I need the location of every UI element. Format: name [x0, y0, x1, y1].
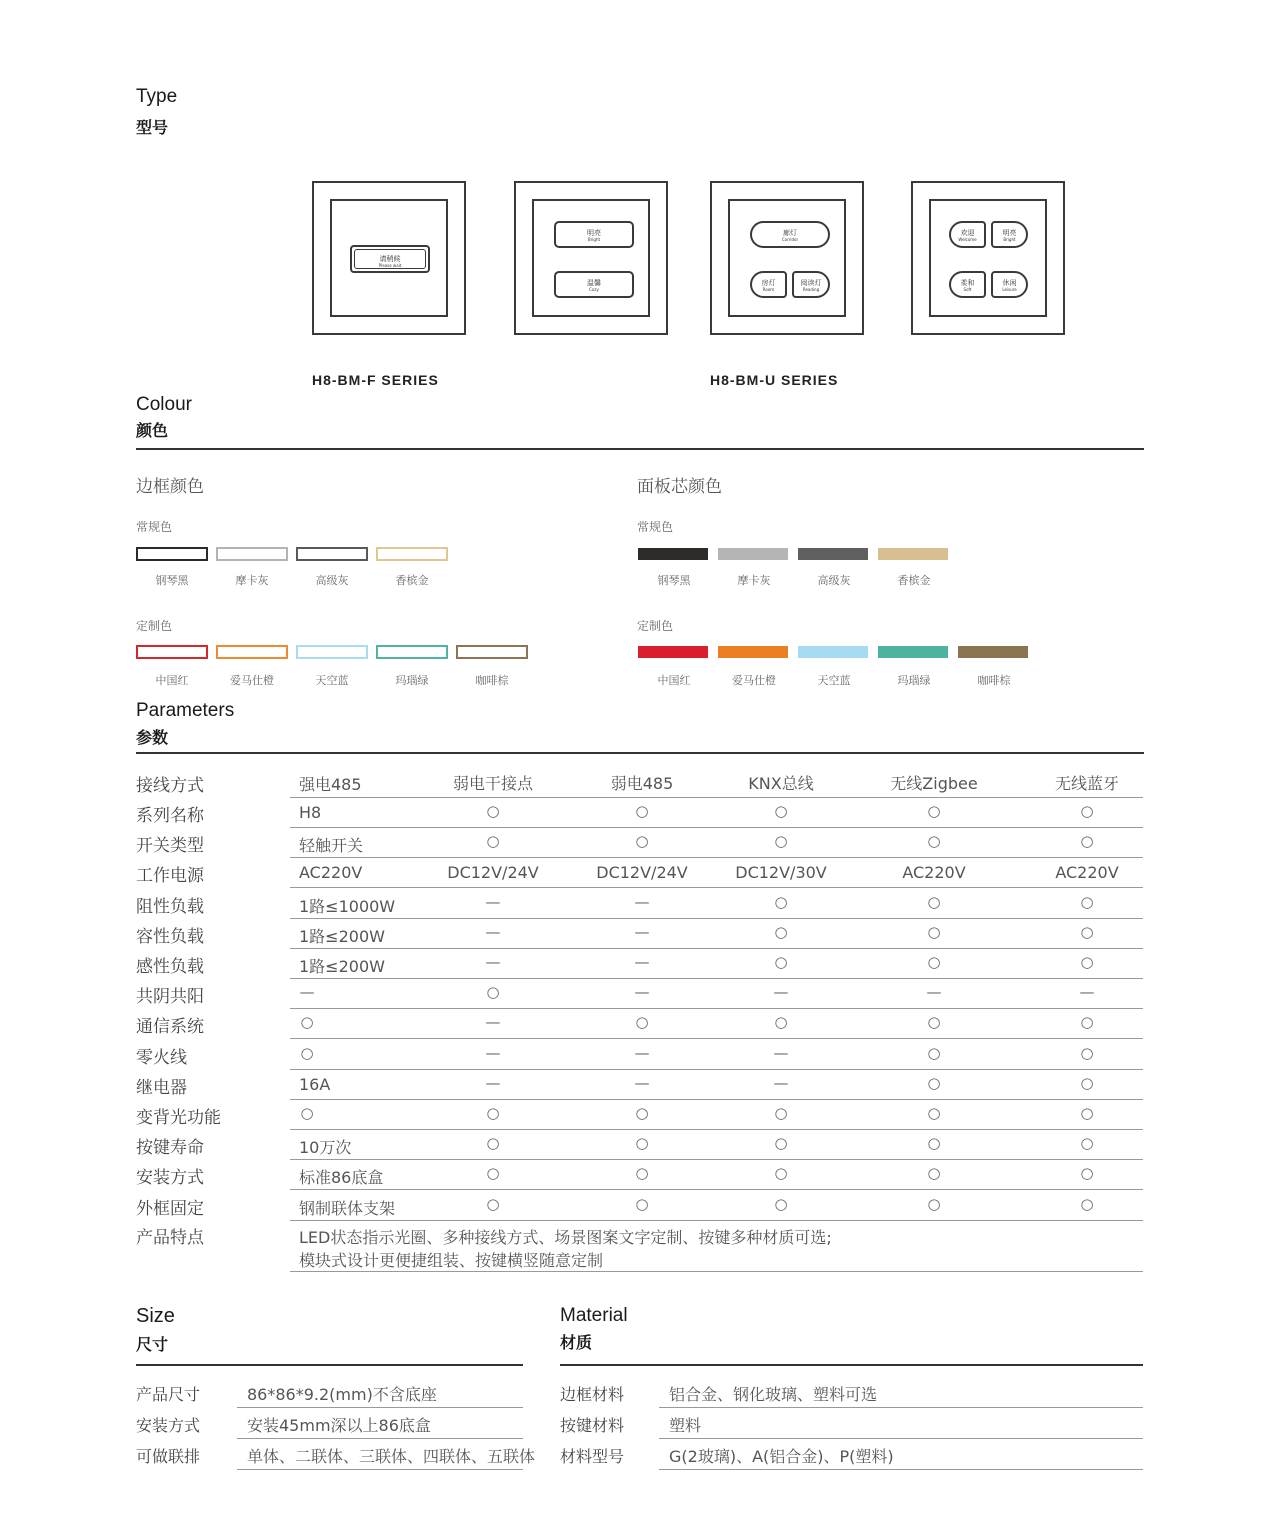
core-colour-swatch	[798, 646, 868, 658]
colour-name: 摩卡灰	[235, 574, 269, 587]
param-cell-mark: —	[634, 1043, 650, 1062]
frame-colour-swatch	[216, 645, 288, 659]
param-cell-mark: ○	[486, 1134, 500, 1153]
param-cell-mark: ○	[1080, 802, 1094, 820]
colour-name: 香槟金	[395, 574, 429, 587]
panel-key	[792, 271, 830, 298]
key-label-cn: 休闲	[1002, 279, 1017, 287]
core-colour-swatch	[638, 646, 708, 658]
param-cell: 标准86底盒	[299, 1168, 384, 1188]
size-divider	[136, 1364, 523, 1366]
param-row-divider	[290, 1069, 1143, 1070]
param-cell-mark: ○	[927, 1104, 941, 1122]
param-cell-mark: ○	[1080, 832, 1094, 851]
features-line-2: 模块式设计更便捷组装、按键横竖随意定制	[299, 1251, 604, 1270]
key-label-cn: 阅读灯	[800, 279, 822, 287]
param-row-label: 工作电源	[136, 866, 204, 887]
param-cell-mark: ○	[1080, 1043, 1094, 1062]
colour-title-cn: 颜色	[136, 421, 169, 440]
param-cell-mark: —	[485, 1073, 501, 1092]
param-cell: AC220V	[1055, 863, 1119, 883]
param-cell: 轻触开关	[299, 836, 364, 856]
param-cell: 10万次	[299, 1138, 352, 1158]
key-label-en: Please wait	[378, 263, 402, 268]
core-custom-label: 定制色	[637, 619, 674, 633]
series-f-label: H8-BM-F SERIES	[312, 372, 439, 388]
colour-name: 摩卡灰	[737, 574, 771, 587]
param-cell-mark: ○	[927, 1013, 941, 1032]
panel-two-keys	[514, 181, 668, 335]
param-row-divider	[290, 1038, 1143, 1039]
param-cell-mark: ○	[635, 832, 649, 851]
spec-label: 按键材料	[560, 1416, 625, 1435]
param-cell-mark: ○	[486, 1104, 500, 1122]
param-cell-mark: ○	[927, 1164, 941, 1183]
spec-value: 塑料	[669, 1416, 702, 1435]
core-colour-swatch	[718, 548, 788, 560]
param-cell-mark: —	[485, 1013, 501, 1032]
param-cell-mark: ○	[1080, 1194, 1094, 1213]
material-title-cn: 材质	[560, 1333, 593, 1352]
param-cell-mark: ○	[635, 1104, 649, 1122]
frame-colour-swatch	[296, 645, 368, 659]
param-cell-mark: —	[926, 983, 942, 1002]
param-cell-mark: ○	[1080, 922, 1094, 941]
param-cell-mark: ○	[1080, 892, 1094, 911]
key-label-cn: 欢迎	[960, 229, 975, 237]
param-cell-mark: ○	[300, 1013, 314, 1032]
param-row-label: 通信系统	[136, 1017, 204, 1038]
param-cell-mark: —	[773, 983, 789, 1002]
key-label-en: Cozy	[589, 287, 599, 292]
param-cell-mark: ○	[927, 1073, 941, 1092]
param-cell: DC12V/24V	[596, 863, 688, 883]
core-colour-swatch	[878, 548, 948, 560]
colour-name: 爱马仕橙	[230, 674, 274, 687]
param-cell-mark: ○	[927, 922, 941, 941]
param-cell-mark: ○	[927, 953, 941, 971]
param-cell-mark: ○	[635, 1134, 649, 1153]
panel-key	[949, 221, 986, 248]
spec-label: 产品尺寸	[136, 1385, 201, 1404]
param-row-label: 感性负载	[136, 957, 204, 977]
param-cell-mark: ○	[774, 892, 788, 911]
spec-value: G(2玻璃)、A(铝合金)、P(塑料)	[669, 1447, 894, 1466]
spec-row-divider	[659, 1469, 1143, 1470]
param-cell-mark: ○	[486, 1194, 500, 1213]
param-cell-mark: —	[485, 892, 501, 911]
param-cell-mark: —	[773, 1043, 789, 1062]
core-colour-swatch	[958, 646, 1028, 658]
param-cell-mark: —	[634, 892, 650, 911]
param-row-divider	[290, 797, 1143, 798]
size-title-en: Size	[136, 1305, 175, 1327]
colour-name: 钢琴黑	[657, 574, 691, 587]
param-cell-mark: ○	[774, 832, 788, 851]
frame-colour-swatch	[136, 547, 208, 561]
key-label-en: Corridor	[781, 237, 799, 242]
type-title-cn: 型号	[136, 118, 169, 137]
core-colour-heading: 面板芯颜色	[637, 477, 722, 497]
panel-key	[991, 271, 1028, 298]
param-cell-mark: ○	[927, 1194, 941, 1213]
colour-name: 咖啡棕	[475, 674, 509, 687]
key-label-en: Room	[762, 287, 775, 292]
spec-row-divider	[659, 1407, 1143, 1408]
spec-value: 铝合金、钢化玻璃、塑料可选	[669, 1385, 878, 1404]
colour-name: 玛瑙绿	[395, 674, 429, 687]
param-row-divider	[290, 1008, 1143, 1009]
colour-name: 咖啡棕	[977, 674, 1011, 687]
key-label-cn: 房灯	[761, 279, 776, 287]
spec-row-divider	[659, 1438, 1143, 1439]
param-column-header: 无线蓝牙	[1054, 774, 1119, 793]
panel-key	[949, 271, 986, 298]
key-label-cn: 廊灯	[783, 229, 797, 237]
frame-regular-label: 常规色	[136, 520, 173, 534]
frame-colour-swatch	[216, 547, 288, 561]
param-cell-mark: ○	[774, 1013, 788, 1032]
param-cell: AC220V	[299, 863, 363, 883]
frame-colour-swatch	[376, 547, 448, 561]
param-cell: H8	[299, 803, 322, 822]
param-row-label: 继电器	[136, 1077, 187, 1098]
param-cell-mark: —	[634, 983, 650, 1002]
param-cell-mark: —	[773, 1073, 789, 1092]
spec-label: 边框材料	[560, 1385, 625, 1404]
param-column-header: 弱电485	[610, 774, 674, 793]
param-cell-mark: —	[485, 922, 501, 941]
panel-key	[554, 221, 634, 248]
key-label-en: Reading	[802, 287, 820, 292]
param-row-divider	[290, 1129, 1143, 1130]
panel-key	[350, 245, 430, 273]
param-cell-mark: ○	[1080, 953, 1094, 971]
param-row-label: 变背光功能	[136, 1108, 221, 1128]
param-cell-mark: ○	[1080, 1013, 1094, 1032]
frame-colour-swatch	[296, 547, 368, 561]
param-cell-mark: ○	[774, 802, 788, 820]
type-title-en: Type	[136, 86, 178, 107]
frame-colour-heading: 边框颜色	[136, 477, 204, 497]
param-cell: 1路≤200W	[299, 926, 385, 946]
frame-custom-label: 定制色	[136, 619, 173, 633]
frame-colour-swatch	[136, 645, 208, 659]
param-cell-mark: ○	[1080, 1073, 1094, 1092]
key-label-en: Bright	[587, 237, 601, 242]
key-label-en: Soft	[963, 287, 972, 292]
core-colour-swatch	[798, 548, 868, 560]
key-label-en: Welcome	[958, 237, 977, 242]
param-cell-mark: ○	[486, 832, 500, 851]
core-colour-swatch	[718, 646, 788, 658]
param-row-label: 安装方式	[136, 1168, 204, 1189]
colour-name: 中国红	[657, 674, 691, 687]
param-row-divider	[290, 1159, 1143, 1160]
param-cell-mark: ○	[774, 1164, 788, 1183]
param-cell-mark: ○	[774, 922, 788, 941]
param-cell-mark: ○	[486, 802, 500, 820]
param-header-label: 接线方式	[136, 776, 204, 796]
colour-name: 天空蓝	[817, 674, 851, 687]
parameters-title-en: Parameters	[136, 700, 235, 721]
key-label-cn: 柔和	[960, 279, 975, 287]
param-row-label: 开关类型	[136, 836, 204, 857]
param-cell-mark: ○	[1080, 1164, 1094, 1183]
param-cell-mark: ○	[486, 1164, 500, 1183]
param-cell-mark: ○	[774, 1104, 788, 1122]
colour-name: 高级灰	[817, 574, 851, 587]
param-cell-mark: ○	[927, 802, 941, 820]
spec-label: 材料型号	[560, 1447, 625, 1466]
spec-row-divider	[237, 1469, 523, 1470]
frame-colour-swatch	[456, 645, 528, 659]
param-row-divider	[290, 1099, 1143, 1100]
panel-four-keys	[911, 181, 1065, 335]
param-row-divider	[290, 1220, 1143, 1221]
param-cell: DC12V/30V	[735, 863, 827, 883]
param-cell-mark: ○	[927, 832, 941, 851]
spec-value: 安装45mm深以上86底盒	[247, 1416, 431, 1435]
param-row-divider	[290, 948, 1143, 949]
spec-row-divider	[237, 1438, 523, 1439]
panel-key	[750, 221, 830, 248]
param-cell-mark: ○	[635, 1194, 649, 1213]
spec-value: 86*86*9.2(mm)不含底座	[247, 1385, 437, 1404]
key-label-cn: 温馨	[587, 279, 601, 287]
param-cell: 1路≤200W	[299, 957, 385, 976]
param-column-header: 弱电干接点	[452, 774, 533, 793]
material-title-en: Material	[560, 1305, 628, 1326]
spec-value: 单体、二联体、三联体、四联体、五联体	[247, 1447, 536, 1466]
param-cell-mark: —	[299, 983, 315, 1002]
param-row-divider	[290, 978, 1143, 979]
frame-colour-swatch	[376, 645, 448, 659]
param-cell-mark: ○	[927, 1134, 941, 1153]
param-row-divider	[290, 827, 1143, 828]
param-cell: 1路≤1000W	[299, 896, 396, 916]
param-cell-mark: —	[485, 1043, 501, 1062]
panel-key	[554, 271, 634, 298]
key-label-cn: 明亮	[587, 229, 601, 237]
param-row-label: 零火线	[136, 1047, 187, 1068]
panel-three-keys	[710, 181, 864, 335]
core-regular-label: 常规色	[637, 520, 674, 534]
features-line-1: LED状态指示光圈、多种接线方式、场景图案文字定制、按键多种材质可选;	[299, 1228, 832, 1247]
param-row-label: 共阴共阳	[136, 987, 204, 1008]
param-row-divider	[290, 857, 1143, 858]
colour-title-en: Colour	[136, 394, 192, 415]
colour-name: 钢琴黑	[155, 574, 189, 587]
param-cell-mark: ○	[300, 1043, 314, 1062]
param-row-divider	[290, 1189, 1143, 1190]
key-label-en: Bright	[1003, 237, 1016, 242]
param-cell-mark: ○	[774, 1194, 788, 1213]
param-column-header: 强电485	[299, 775, 362, 794]
parameters-title-cn: 参数	[136, 728, 169, 747]
param-cell-mark: ○	[1080, 1134, 1094, 1153]
colour-divider	[136, 448, 1144, 450]
param-cell: DC12V/24V	[447, 863, 539, 883]
key-label-cn: 请稍候	[379, 255, 401, 263]
param-cell-mark: ○	[927, 1043, 941, 1062]
spec-label: 可做联排	[136, 1447, 201, 1466]
param-cell: 16A	[299, 1074, 331, 1094]
param-cell-mark: —	[634, 922, 650, 941]
core-colour-swatch	[878, 646, 948, 658]
param-cell-mark: ○	[774, 1134, 788, 1153]
param-row-divider	[290, 887, 1143, 888]
panel-key	[991, 221, 1028, 248]
features-label: 产品特点	[136, 1228, 204, 1248]
param-row-label: 系列名称	[136, 806, 204, 826]
param-cell-mark: ○	[635, 1164, 649, 1183]
param-cell-mark: —	[634, 953, 650, 971]
features-divider	[290, 1271, 1143, 1272]
param-cell-mark: —	[634, 1073, 650, 1092]
param-cell-mark: ○	[774, 953, 788, 971]
material-divider	[560, 1364, 1143, 1366]
param-row-label: 容性负载	[136, 926, 204, 947]
param-cell-mark: ○	[927, 892, 941, 911]
panel-single-key	[312, 181, 466, 335]
param-row-label: 按键寿命	[136, 1138, 204, 1159]
colour-name: 爱马仕橙	[732, 674, 776, 687]
series-u-label: H8-BM-U SERIES	[710, 372, 839, 388]
parameters-divider	[136, 752, 1144, 754]
colour-name: 中国红	[155, 674, 189, 687]
param-cell-mark: ○	[1080, 1104, 1094, 1122]
param-column-header: 无线Zigbee	[890, 774, 978, 793]
size-title-cn: 尺寸	[136, 1335, 169, 1354]
param-cell: AC220V	[902, 863, 966, 883]
colour-name: 天空蓝	[315, 674, 349, 687]
key-label-cn: 明亮	[1002, 229, 1017, 237]
spec-row-divider	[237, 1407, 523, 1408]
spec-label: 安装方式	[136, 1416, 201, 1435]
colour-name: 香槟金	[897, 574, 931, 587]
param-cell-mark: ○	[635, 1013, 649, 1032]
param-cell-mark: ○	[635, 802, 649, 820]
param-column-header: KNX总线	[748, 774, 814, 793]
param-cell-mark: ○	[486, 983, 500, 1002]
param-row-label: 阻性负载	[136, 896, 204, 917]
panel-key	[750, 271, 787, 298]
key-label-en: Leisure	[1002, 287, 1017, 292]
param-row-label: 外框固定	[136, 1198, 204, 1219]
param-cell-mark: ○	[300, 1104, 314, 1122]
colour-name: 高级灰	[315, 574, 349, 587]
colour-name: 玛瑙绿	[897, 674, 931, 687]
param-cell-mark: —	[485, 953, 501, 971]
core-colour-swatch	[638, 548, 708, 560]
param-cell-mark: —	[1079, 983, 1095, 1002]
param-row-divider	[290, 918, 1143, 919]
param-cell: 钢制联体支架	[299, 1198, 396, 1218]
